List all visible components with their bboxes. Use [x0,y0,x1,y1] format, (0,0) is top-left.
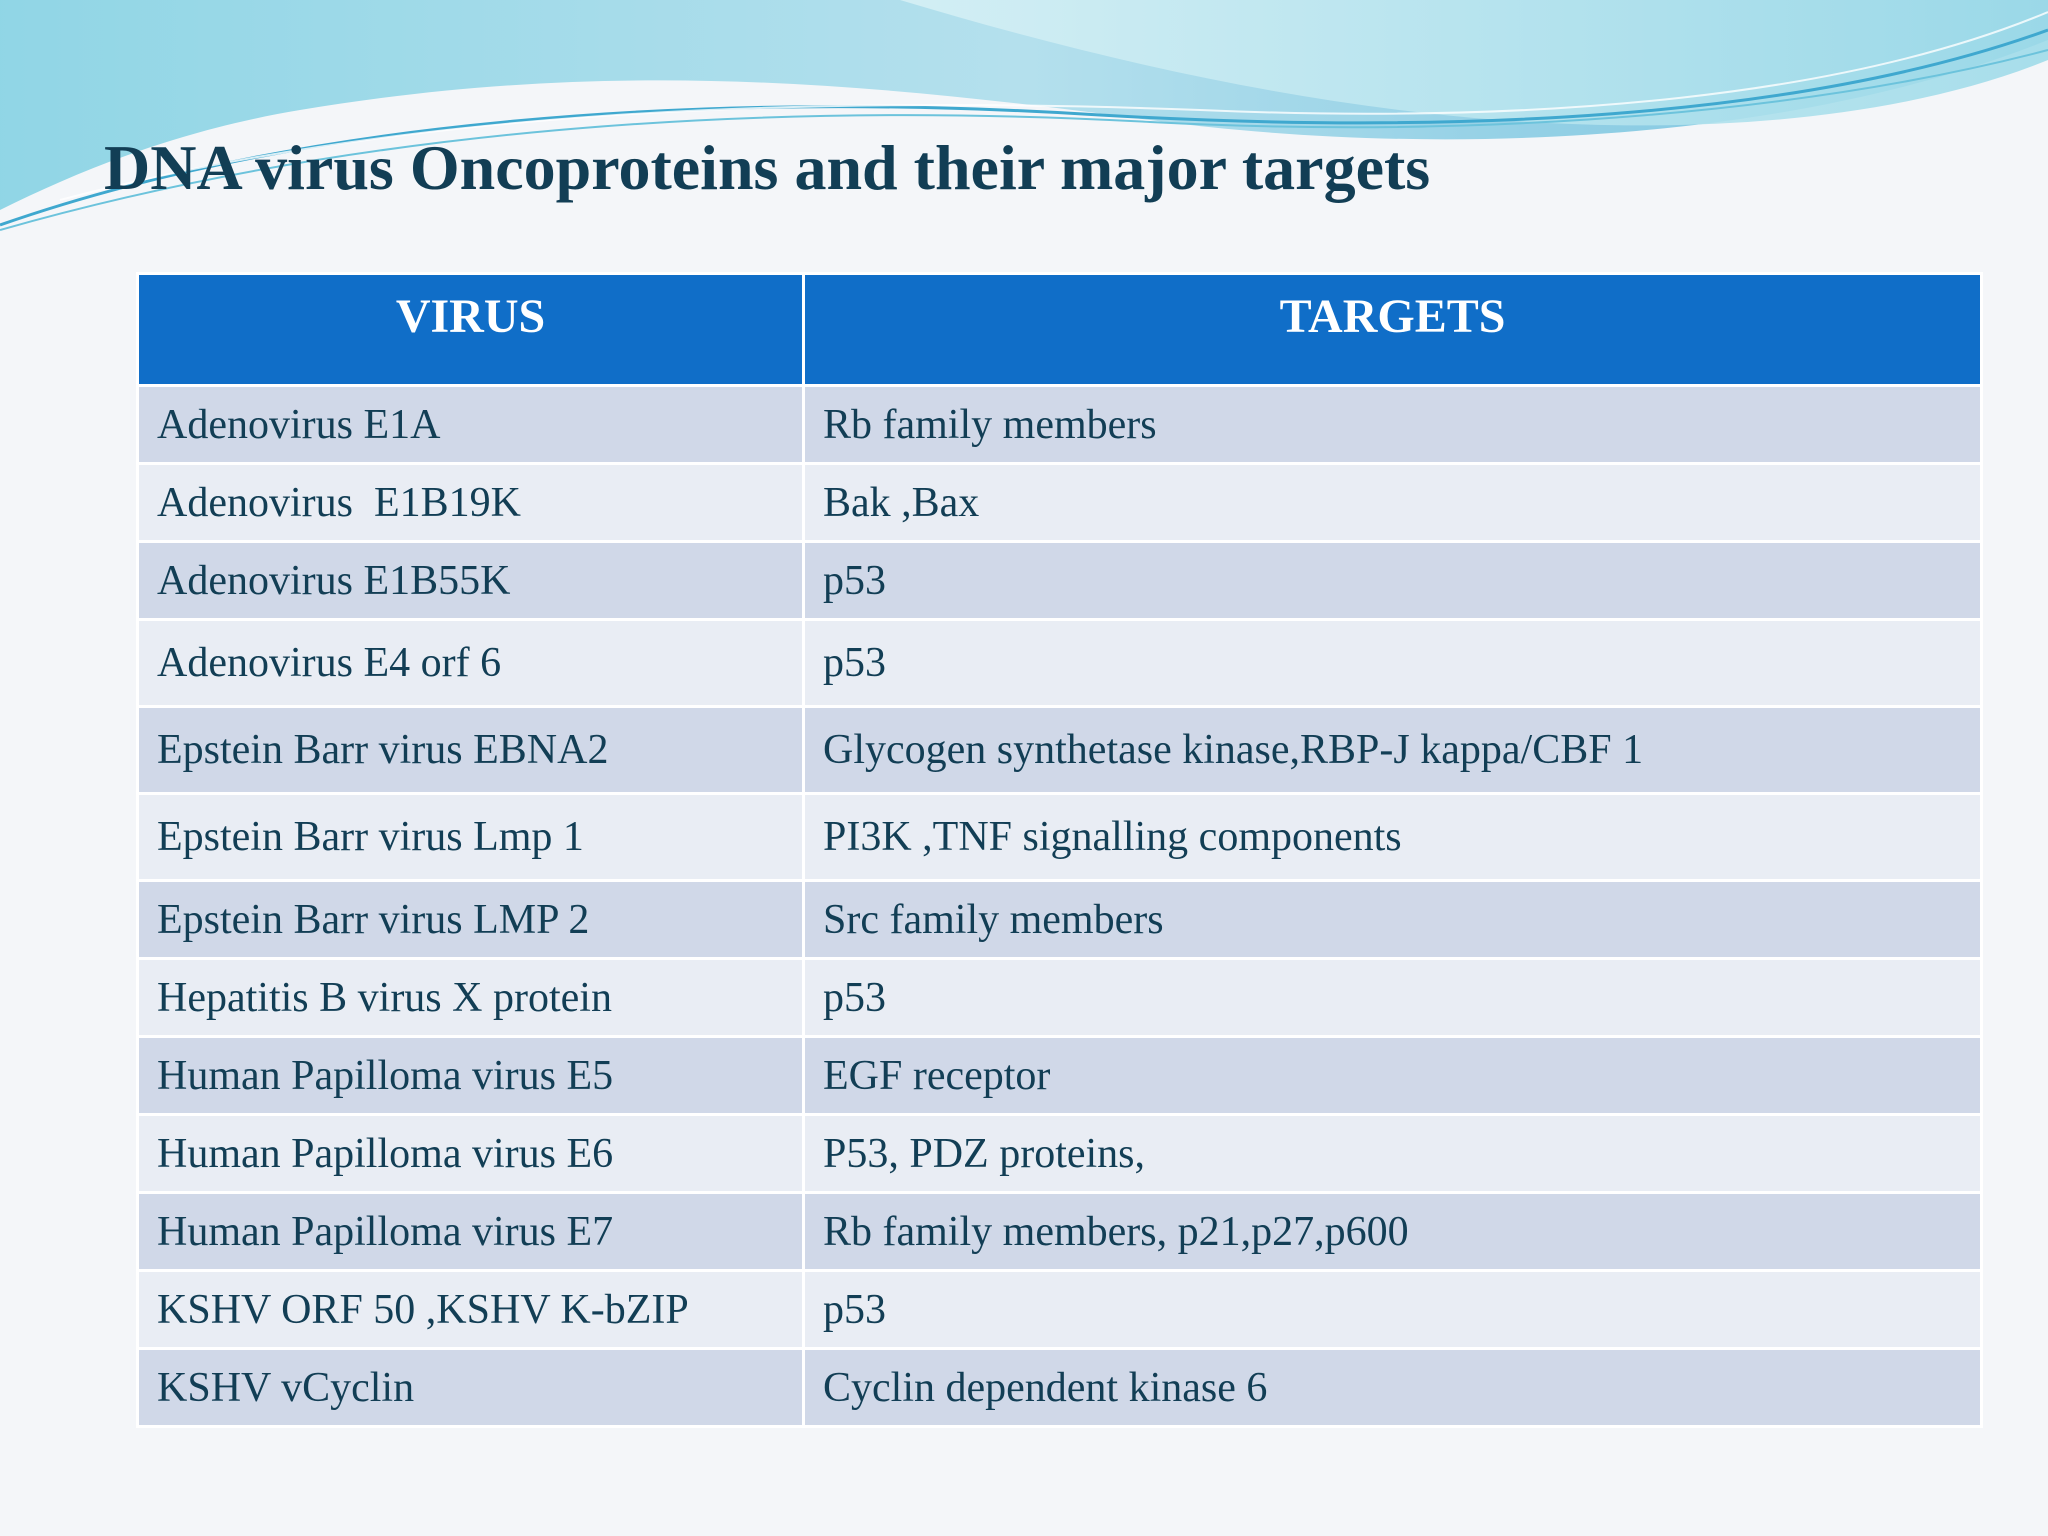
table-row [138,881,1982,959]
targets-cell: Cyclin dependent kinase 6 [804,1349,1982,1427]
table-row [138,794,1982,881]
virus-cell: Hepatitis B virus X protein [138,959,804,1037]
targets-cell: p53 [804,1271,1982,1349]
header-virus: VIRUS [138,274,804,386]
targets-cell: Rb family members [804,386,1982,464]
virus-cell: Human Papilloma virus E7 [138,1193,804,1271]
targets-cell: EGF receptor [804,1037,1982,1115]
virus-cell: Adenovirus E1A [138,386,804,464]
targets-cell: Bak ,Bax [804,464,1982,542]
targets-cell: Glycogen synthetase kinase,RBP-J kappa/CBF 1 [804,707,1982,794]
virus-cell: Epstein Barr virus EBNA2 [138,707,804,794]
targets-cell: PI3K ,TNF signalling components [804,794,1982,881]
table-row [138,1193,1982,1271]
targets-cell: p53 [804,620,1982,707]
virus-cell: Adenovirus E4 orf 6 [138,620,804,707]
table-row [138,959,1982,1037]
slide-title: DNA virus Oncoproteins and their major targets [104,132,1431,203]
virus-cell: Human Papilloma virus E6 [138,1115,804,1193]
table-row [138,707,1982,794]
table-row [138,1271,1982,1349]
virus-cell: KSHV vCyclin [138,1349,804,1427]
table-row [138,620,1982,707]
table-header-row [138,274,1982,386]
table-row [138,1115,1982,1193]
table-row [138,1349,1982,1427]
targets-cell: Rb family members, p21,p27,p600 [804,1193,1982,1271]
table-row [138,1037,1982,1115]
targets-cell: Src family members [804,881,1982,959]
virus-cell: Adenovirus E1B55K [138,542,804,620]
virus-targets-table [136,272,1983,1428]
virus-cell: Adenovirus E1B19K [138,464,804,542]
virus-cell: KSHV ORF 50 ,KSHV K-bZIP [138,1271,804,1349]
table-row [138,464,1982,542]
header-targets: TARGETS [804,274,1982,386]
table-row [138,542,1982,620]
virus-cell: Epstein Barr virus Lmp 1 [138,794,804,881]
targets-cell: p53 [804,542,1982,620]
virus-cell: Epstein Barr virus LMP 2 [138,881,804,959]
targets-cell: P53, PDZ proteins, [804,1115,1982,1193]
targets-cell: p53 [804,959,1982,1037]
virus-cell: Human Papilloma virus E5 [138,1037,804,1115]
table-row [138,386,1982,464]
